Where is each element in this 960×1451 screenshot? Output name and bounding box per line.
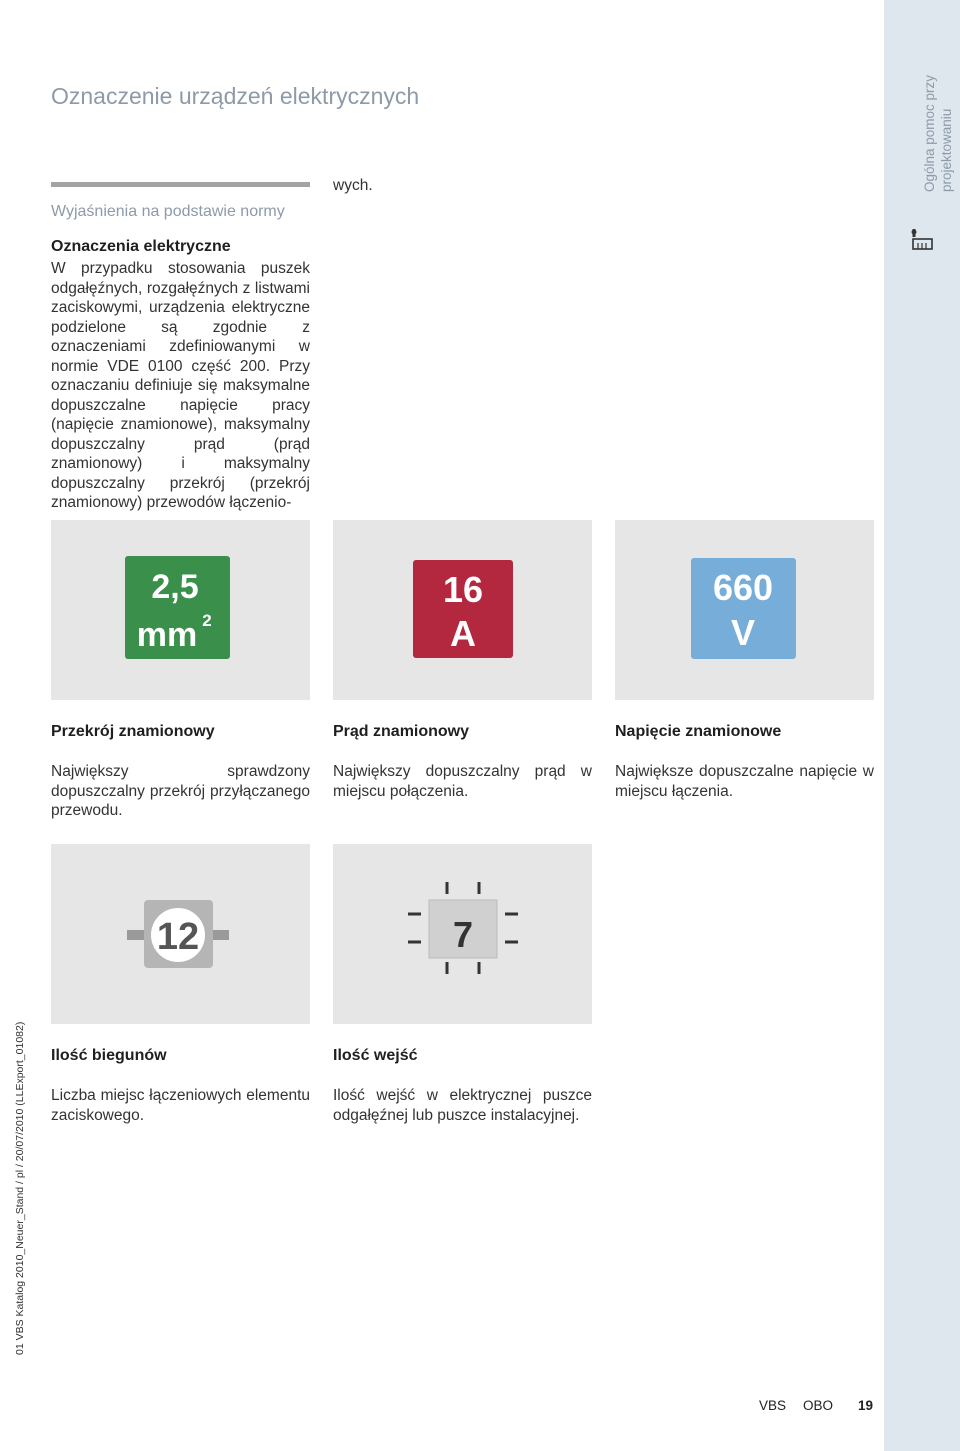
current-caption-title: Prąd znamionowy — [333, 723, 470, 740]
voltage-value: 660 — [712, 567, 774, 608]
voltage-tile — [615, 520, 874, 700]
cross-section-tile — [51, 520, 310, 700]
sidebar-label-line2: projektowaniu — [939, 108, 954, 192]
page-title: Oznaczenie urządzeń elektrycznych — [51, 83, 420, 109]
voltage-unit: V — [730, 612, 756, 653]
tools-icon — [910, 228, 934, 252]
poles-tile — [51, 844, 310, 1024]
voltage-caption-title: Napięcie znamionowe — [615, 723, 782, 740]
current-unit: A — [450, 613, 476, 654]
intro-text-continuation: wych. — [333, 177, 373, 194]
cross-section-value: 2,5 — [151, 568, 199, 606]
current-marking — [333, 520, 592, 700]
poles-caption-title: Ilość biegunów — [51, 1047, 167, 1064]
footer-brand-obo: OBO — [803, 1398, 834, 1413]
inputs-caption-title: Ilość wejść — [333, 1047, 418, 1064]
poles-marking — [51, 844, 310, 1024]
footer-brand-vbs: VBS — [759, 1398, 787, 1413]
file-code-vertical: 01 VBS Katalog 2010_Neuer_Stand / pl / 20/07/2010 (LLExport_01082) — [14, 1021, 26, 1355]
inputs-tile — [333, 844, 592, 1024]
inputs-caption-text: Ilość wejść w elektrycznej puszce odgałęźnej lub puszce instalacyjnej. — [333, 1087, 592, 1124]
cross-section-marking — [51, 520, 310, 700]
cross-section-caption-text: Największy sprawdzony dopuszczalny przekrój przyłączanego przewodu. — [51, 763, 310, 819]
cross-section-unit: mm — [136, 616, 198, 654]
intro-text: W przypadku stosowania puszek odgałęźnych, rozgałęźnych z listwami zaciskowymi, urządzenia elektryczne podzielone są zgodnie z oznaczeniami zdefiniowanymi w normie VDE 0100 część 200. Przy oznaczaniu definiuje się maksymalne dopuszczalne napięcie pracy (napięcie znamionowe), maksymalny dopuszczalny prąd (prąd znamionowy) i maksymalny dopuszczalny przekrój (przekrój znamionowy) przewodów łączenio- — [51, 260, 310, 511]
current-caption-text: Największy dopuszczalny prąd w miejscu połączenia. — [333, 763, 592, 800]
page-number: 19 — [858, 1398, 874, 1413]
title-rule — [51, 182, 310, 187]
inputs-marking — [333, 844, 592, 1024]
cross-section-caption-title: Przekrój znamionowy — [51, 723, 215, 740]
cross-section-superscript: 2 — [202, 611, 212, 630]
page-subtitle: Wyjaśnienia na podstawie normy — [51, 203, 285, 220]
sidebar-label-line1: Ogólna pomoc przy — [922, 74, 937, 192]
current-value: 16 — [442, 569, 484, 610]
sidebar-strip — [884, 0, 960, 1451]
intro-heading: Oznaczenia elektryczne — [51, 238, 231, 255]
poles-value: 12 — [156, 916, 200, 958]
sidebar-section-label — [921, 75, 955, 192]
voltage-marking — [615, 520, 874, 700]
poles-caption-text: Liczba miejsc łączeniowych elementu zaciskowego. — [51, 1087, 310, 1124]
voltage-caption-text: Największe dopuszczalne napięcie w miejscu łączenia. — [615, 763, 874, 800]
inputs-value: 7 — [452, 914, 474, 955]
current-tile — [333, 520, 592, 700]
